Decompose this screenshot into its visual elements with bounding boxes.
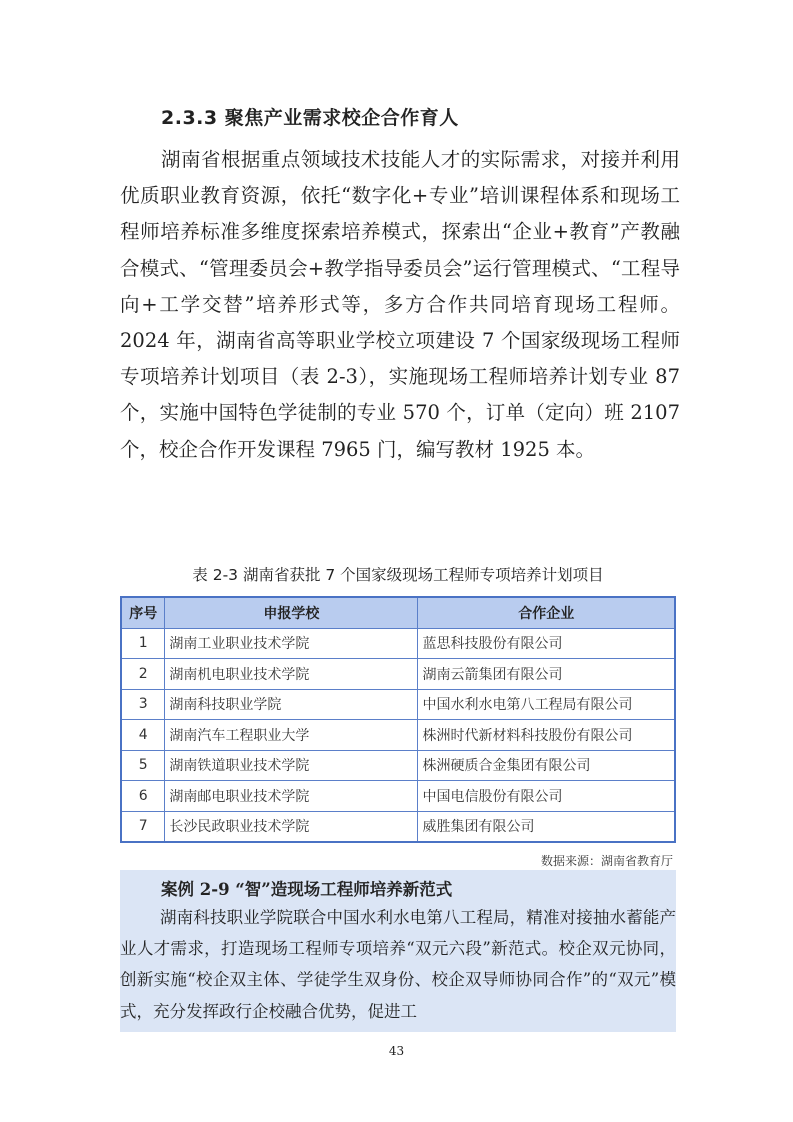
table-caption: 表 2-3 湖南省获批 7 个国家级现场工程师专项培养计划项目	[192, 566, 604, 584]
row-index: 5	[121, 750, 165, 781]
table-row	[121, 659, 675, 690]
case-paragraph: 湖南科技职业学院联合中国水利水电第八工程局，精准对接抽水蓄能产业人才需求，打造现场工程师专项培养“双元六段”新范式。校企双元协同，创新实施“校企双主体、学徒学生双身份、校企双导师协同合作”的“双元”模式，充分发挥政行企校融合优势，促进工	[120, 908, 676, 1021]
row-index: 4	[121, 720, 165, 751]
table-header-row	[121, 597, 675, 628]
section-paragraph: 湖南省根据重点领域技术技能人才的实际需求，对接并利用优质职业教育资源，依托“数字化+专业”培训课程体系和现场工程师培养标准多维度探索培养模式，探索出“企业+教育”产教融合模式、“管理委员会+教学指导委员会”运行管理模式、“工程导向+工学交替”培养形式等，多方合作共同培育现场工程师。2024 年，湖南省高等职业学校立项建设 7 个国家级现场工程师专项培养计划项目（表 2-3），实施现场工程师培养计划专业 87 个，实施中国特色学徒制的专业 570 个，订单（定向）班 2107 个，校企合作开发课程 7965 门，编写教材 1925 本。	[120, 148, 680, 461]
table-row	[121, 781, 675, 812]
page-number: 43	[388, 1044, 405, 1058]
row-company: 株洲时代新材料科技股份有限公司	[418, 720, 675, 751]
case-title: 案例 2-9 “智”造现场工程师培养新范式	[161, 880, 453, 899]
row-index: 2	[121, 659, 165, 690]
section-heading: 2.3.3 聚焦产业需求校企合作育人	[161, 107, 459, 129]
table-source: 数据来源：湖南省教育厅	[540, 854, 673, 868]
section-body	[120, 142, 680, 468]
row-index: 6	[121, 781, 165, 812]
table-row	[121, 720, 675, 751]
row-school: 湖南邮电职业技术学院	[165, 781, 418, 812]
row-school: 湖南工业职业技术学院	[165, 628, 418, 659]
row-index: 7	[121, 811, 165, 842]
row-index: 3	[121, 689, 165, 720]
table-row	[121, 750, 675, 781]
header-company: 合作企业	[418, 597, 675, 628]
row-company: 蓝思科技股份有限公司	[418, 628, 675, 659]
row-company: 中国电信股份有限公司	[418, 781, 675, 812]
table-row	[121, 811, 675, 842]
header-index: 序号	[121, 597, 165, 628]
row-school: 湖南汽车工程职业大学	[165, 720, 418, 751]
header-school: 申报学校	[165, 597, 418, 628]
row-school: 湖南机电职业技术学院	[165, 659, 418, 690]
row-company: 湖南云箭集团有限公司	[418, 659, 675, 690]
row-school: 长沙民政职业技术学院	[165, 811, 418, 842]
row-company: 中国水利水电第八工程局有限公司	[418, 689, 675, 720]
projects-table	[120, 596, 676, 843]
row-school: 湖南科技职业学院	[165, 689, 418, 720]
row-company: 威胜集团有限公司	[418, 811, 675, 842]
row-school: 湖南铁道职业技术学院	[165, 750, 418, 781]
table-row	[121, 689, 675, 720]
table-row	[121, 628, 675, 659]
row-company: 株洲硬质合金集团有限公司	[418, 750, 675, 781]
row-index: 1	[121, 628, 165, 659]
case-body	[120, 902, 676, 1027]
